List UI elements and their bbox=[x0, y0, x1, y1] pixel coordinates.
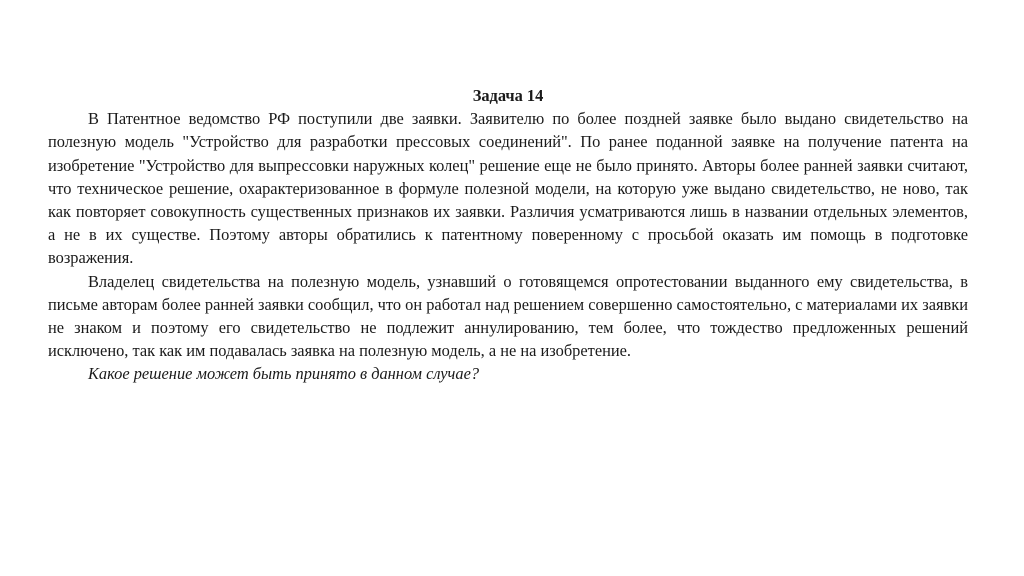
slide-content bbox=[48, 84, 968, 386]
task-title: Задача 14 bbox=[472, 86, 544, 105]
paragraph-case-description: В Патентное ведомство РФ поступили две заявки. Заявителю по более поздней заявке было выдано свидетельство на полезную модель "Устройство для разработки прессовых соединений". По ранее поданной заявке на получение патента на изобретение "Устройство для выпрессовки наружных колец" решение еще не было принято. Авторы более ранней заявки считают, что техническое решение, охарактеризованное в формуле полезной модели, на которую уже выдано свидетельство, не ново, так как повторяет совокупность существенных признаков их заявки. Различия усматриваются лишь в названии отдельных элементов, а не в их существе. Поэтому авторы обратились к патентному поверенному с просьбой оказать им помощь в подготовке возражения. bbox=[48, 109, 968, 268]
task-question: Какое решение может быть принято в данном случае? bbox=[88, 364, 480, 384]
paragraph-owner-response: Владелец свидетельства на полезную модель, узнавший о готовящемся опротестовании выданного ему свидетельства, в письме авторам более ранней заявки сообщил, что он работал над решением совершенно самостоятельно, с материалами их заявки не знаком и поэтому его свидетельство не подлежит аннулированию, тем более, что тождество предложенных решений исключено, так как им подавалась заявка на полезную модель, а не на изобретение. bbox=[48, 271, 968, 361]
